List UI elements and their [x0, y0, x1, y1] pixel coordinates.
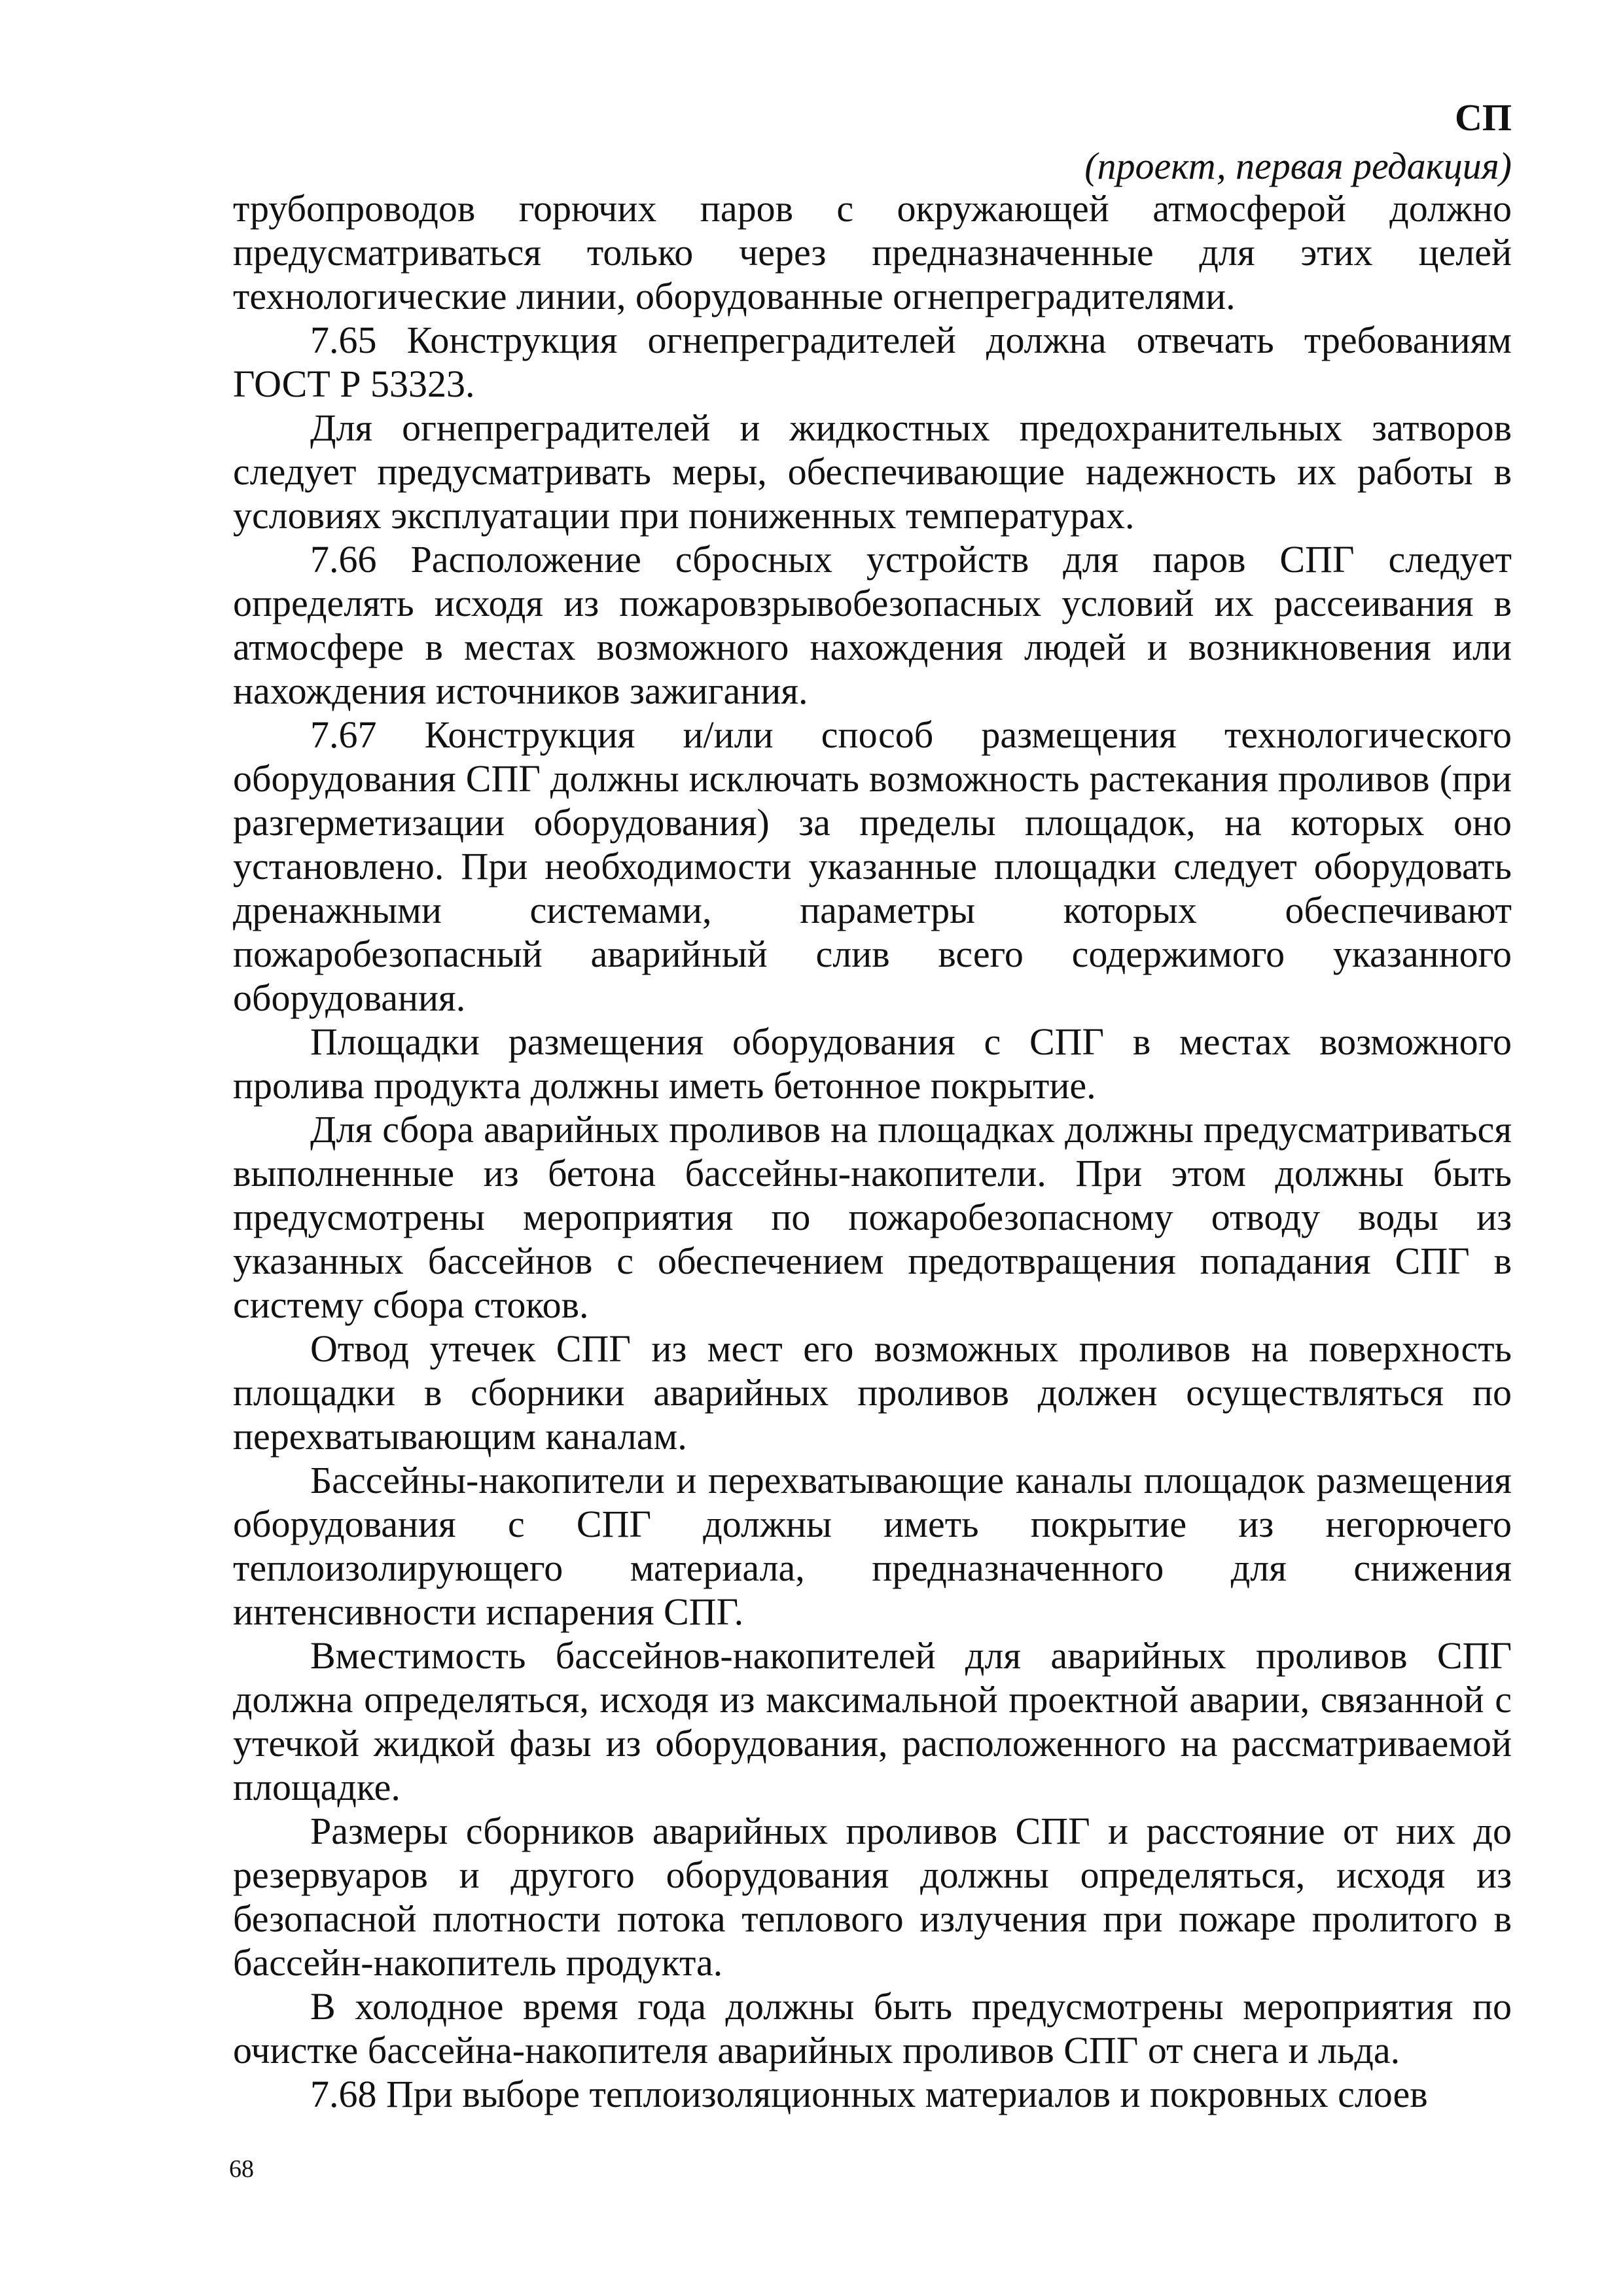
page-number: 68 — [229, 2155, 254, 2183]
paragraph: 7.65 Конструкция огнепреградителей должна отвечать требованиям ГОСТ Р 53323. — [233, 319, 1512, 405]
paragraph: Бассейны-накопители и перехватывающие каналы площадок размещения оборудования с СПГ должны иметь покрытие из негорючего теплоизолирующего материала, предназначенного для снижения интенсивности испарения СПГ. — [233, 1459, 1512, 1633]
paragraph: Отвод утечек СПГ из мест его возможных проливов на поверхность площадки в сборники аварийных проливов должен осуществляться по перехватывающим каналам. — [233, 1327, 1512, 1458]
page-body — [233, 187, 1512, 2116]
paragraph: 7.68 При выборе теплоизоляционных материалов и покровных слоев — [310, 2073, 1428, 2115]
paragraph: 7.67 Конструкция и/или способ размещения технологического оборудования СПГ должны исключать возможность растекания проливов (при разгерметизации оборудования) за пределы площадок, на которых оно установлено. При необходимости указанные площадки следует оборудовать дренажными системами, параметры которых обеспечивают пожаробезопасный аварийный слив всего содержимого указанного оборудования. — [233, 713, 1512, 1019]
paragraph: Для огнепреградителей и жидкостных предохранительных затворов следует предусматривать меры, обеспечивающие надежность их работы в условиях эксплуатации при пониженных температурах. — [233, 406, 1512, 537]
document-code: СП — [1455, 96, 1512, 139]
paragraph: Для сбора аварийных проливов на площадках должны предусматриваться выполненные из бетона бассейны-накопители. При этом должны быть предусмотрены мероприятия по пожаробезопасному отводу воды из указанных бассейнов с обеспечением предотвращения попадания СПГ в систему сбора стоков. — [233, 1108, 1512, 1326]
paragraph: 7.66 Расположение сбросных устройств для паров СПГ следует определять исходя из пожаровзрывобезопасных условий их рассеивания в атмосфере в местах возможного нахождения людей и возникновения или нахождения источников зажигания. — [233, 538, 1512, 712]
page-header — [1084, 92, 1512, 188]
paragraph: В холодное время года должны быть предусмотрены мероприятия по очистке бассейна-накопителя аварийных проливов СПГ от снега и льда. — [233, 1985, 1512, 2072]
document-edition: (проект, первая редакция) — [1084, 145, 1512, 187]
paragraph: трубопроводов горючих паров с окружающей атмосферой должно предусматриваться только через предназначенные для этих целей технологические линии, оборудованные огнепреградителями. — [233, 187, 1512, 317]
paragraph: Площадки размещения оборудования с СПГ в местах возможного пролива продукта должны иметь бетонное покрытие. — [233, 1020, 1512, 1107]
paragraph: Вместимость бассейнов-накопителей для аварийных проливов СПГ должна определяться, исходя из максимальной проектной аварии, связанной с утечкой жидкой фазы из оборудования, расположенного на рассматриваемой площадке. — [233, 1634, 1512, 1808]
paragraph: Размеры сборников аварийных проливов СПГ и расстояние от них до резервуаров и другого оборудования должны определяться, исходя из безопасной плотности потока теплового излучения при пожаре пролитого в бассейн-накопитель продукта. — [233, 1810, 1512, 1984]
